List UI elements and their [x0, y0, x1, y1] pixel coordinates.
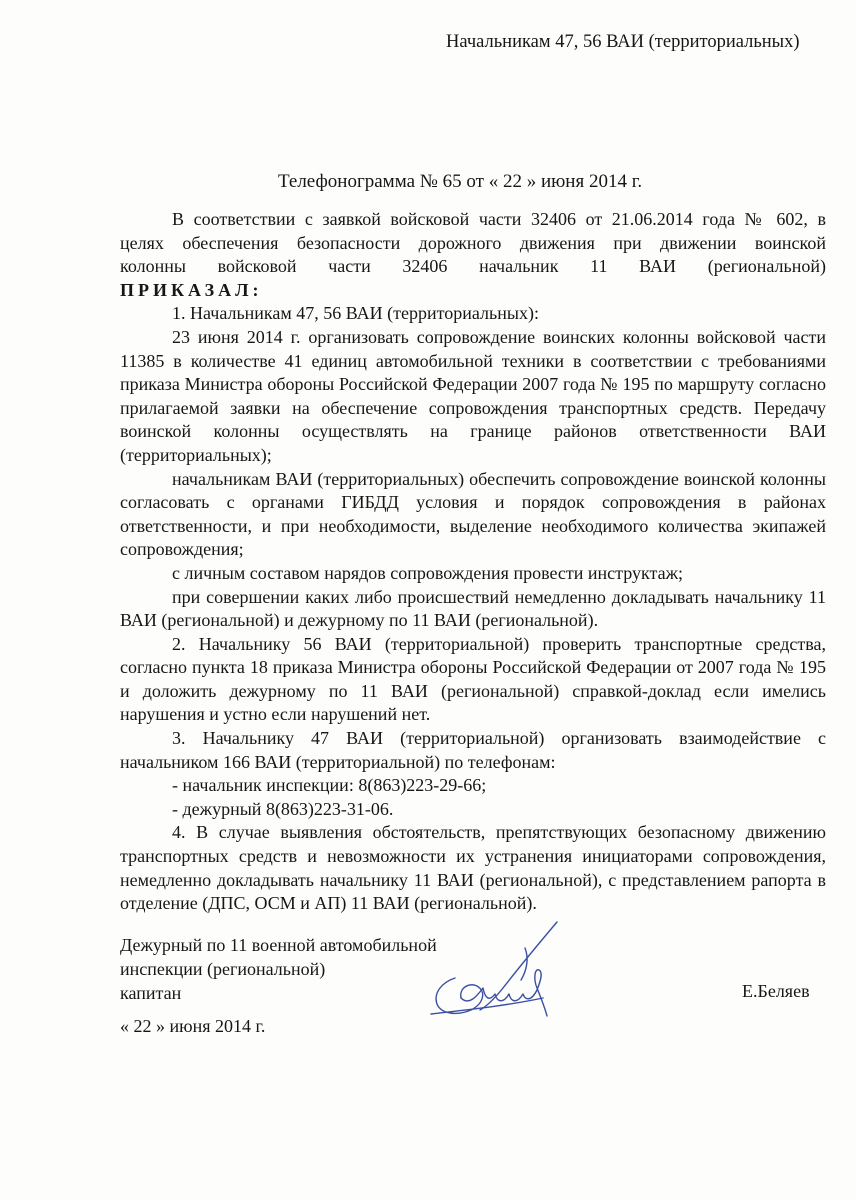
item-2: 2. Начальнику 56 ВАИ (территориальной) проверить транспортные средства, согласно пункта 18 приказа Министра обороны Российской Федерации от 2007 года № 195 и доложить дежурному по 11 ВАИ (региональной) справкой-доклад если имелись нарушения и устно если нарушений нет. [120, 633, 826, 725]
item-1-briefing: с личным составом нарядов сопровождения провести инструктаж; [172, 562, 684, 583]
item-3: 3. Начальнику 47 ВАИ (территориальной) организовать взаимодействие с начальником 166 ВАИ (территориальной) по телефонам: [120, 728, 826, 772]
intro-line-1: В соответствии с заявкой войсковой части 32406 от 21.06.2014 года № 602, в [172, 209, 826, 229]
item-1-incident-reporting: при совершении каких либо происшествий немедленно докладывать начальнику 11 ВАИ (региональной) и дежурному по 11 ВАИ (региональной). [120, 586, 826, 631]
intro-line-2: целях обеспечения безопасности дорожного движения при движении воинской [120, 232, 826, 253]
signer-position-line-1: Дежурный по 11 военной автомобильной [120, 935, 437, 955]
intro-line-3: колонны войсковой части 32406 начальник 11 ВАИ (региональной) [120, 256, 826, 277]
signature-block [120, 933, 437, 1005]
item-1-escort-duties: начальникам ВАИ (территориальных) обеспечить сопровождение воинской колонны согласовать с органами ГИБДД условия и порядок сопровождения в районах ответственности, и при необходимости, выделение необходимого количества экипажей сопровождения; [120, 468, 826, 560]
signer-name: Е.Беляев [742, 981, 810, 1001]
item-1-text: 23 июня 2014 г. организовать сопровождение воинских колонны войсковой части 11385 в количестве 41 единиц автомобильной техники в соответствии с требованиями приказа Министра обороны Российской Федерации 2007 года № 195 по маршруту согласно прилагаемой заявки на обеспечение сопровождения транспортных средств. Передачу воинской колонны осуществлять на границе районов ответственности ВАИ (территориальных); [120, 326, 826, 465]
document-body [120, 208, 826, 916]
item-3-duty-phone: - дежурный 8(863)223-31-06. [172, 798, 394, 819]
signature-date: « 22 » июня 2014 г. [120, 1016, 266, 1036]
handwritten-signature [425, 918, 570, 1026]
item-4: 4. В случае выявления обстоятельств, препятствующих безопасному движению транспортных средств и невозможности их устранения инициаторами сопровождения, немедленно докладывать начальнику 11 ВАИ (региональной), с представлением рапорта в отделение (ДПС, ОСМ и АП) 11 ВАИ (региональной). [120, 822, 826, 914]
item-1-title: 1. Начальникам 47, 56 ВАИ (территориальных): [172, 303, 539, 324]
telephonogram-heading: Телефонограмма № 65 от « 22 » июня 2014 г. [278, 171, 643, 192]
addressee: Начальникам 47, 56 ВАИ (территориальных) [446, 32, 800, 52]
item-3-head-phone: - начальник инспекции: 8(863)223-29-66; [172, 775, 487, 796]
signer-rank: капитан [120, 983, 182, 1003]
order-word: ПРИКАЗАЛ: [120, 279, 263, 300]
signer-position-line-2: инспекции (региональной) [120, 959, 326, 979]
